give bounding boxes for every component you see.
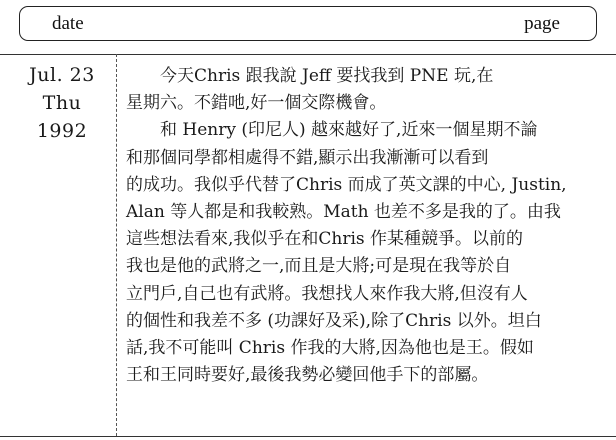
- entry-date-month-day: Jul. 23: [29, 64, 95, 86]
- entry-date-weekday: Thu: [42, 92, 82, 114]
- entry-date: [10, 61, 114, 145]
- entry-line: 話,我不可能叫 Chris 作我的大將,因為他也是王。假如: [126, 337, 534, 358]
- entry-line: 和 Henry (印尼人) 越來越好了,近來一個星期不論: [126, 120, 538, 141]
- entry-line: 星期六。不錯吔,好一個交際機會。: [126, 93, 387, 114]
- entry-line: 這些想法看來,我似乎在和Chris 作某種競爭。以前的: [126, 229, 524, 250]
- entry-line: 和那個同學都相處得不錯,顯示出我漸漸可以看到: [126, 147, 489, 168]
- notebook-header: [19, 6, 597, 41]
- date-label: date: [52, 13, 84, 34]
- entry-line: 我也是他的武將之一,而且是大將;可是現在我等於自: [126, 256, 512, 277]
- entry-line: 的成功。我似乎代替了Chris 而成了英文課的中心, Justin,: [126, 174, 567, 195]
- top-rule: [0, 54, 616, 55]
- bottom-rule: [0, 436, 616, 437]
- diary-entry-text: [126, 63, 596, 389]
- entry-line: 王和王同時要好,最後我勢必變回他手下的部屬。: [126, 365, 489, 386]
- entry-date-year: 1992: [36, 120, 88, 142]
- entry-line: Alan 等人都是和我較熟。Math 也差不多是我的了。由我: [126, 201, 561, 222]
- page-label: page: [524, 13, 560, 34]
- entry-line: 立門戶,自己也有武將。我想找人來作我大將,但沒有人: [126, 283, 528, 304]
- entry-line: 的個性和我差不多 (功課好及采),除了Chris 以外。坦白: [126, 310, 542, 331]
- margin-divider: [116, 54, 118, 436]
- entry-line: 今天Chris 跟我說 Jeff 要找我到 PNE 玩,在: [126, 66, 494, 86]
